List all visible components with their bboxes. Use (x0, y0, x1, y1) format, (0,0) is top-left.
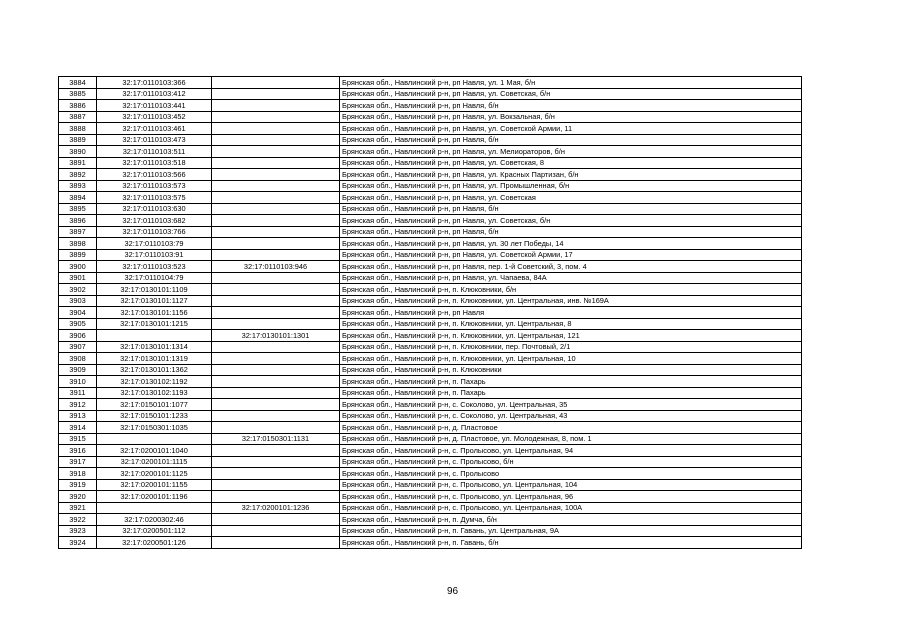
row-number-cell: 3918 (59, 468, 97, 480)
cadastral-number-cell: 32:17:0110103:575 (97, 192, 212, 204)
linked-cadastral-number-cell (212, 468, 340, 480)
linked-cadastral-number-cell (212, 514, 340, 526)
table-row (59, 77, 802, 89)
cadastral-number-cell: 32:17:0110103:452 (97, 111, 212, 123)
address-cell: Брянская обл., Навлинский р-н, с. Пролысово, ул. Центральная, 104 (340, 479, 802, 491)
table-row (59, 502, 802, 514)
table-row (59, 410, 802, 422)
linked-cadastral-number-cell (212, 295, 340, 307)
cadastral-number-cell: 32:17:0130102:1193 (97, 387, 212, 399)
linked-cadastral-number-cell (212, 284, 340, 296)
table-row (59, 261, 802, 273)
row-number-cell: 3905 (59, 318, 97, 330)
table-row (59, 456, 802, 468)
cadastral-number-cell: 32:17:0110103:682 (97, 215, 212, 227)
address-cell: Брянская обл., Навлинский р-н, рп Навля, ул. Советской Армии, 17 (340, 249, 802, 261)
cadastral-number-cell: 32:17:0200101:1115 (97, 456, 212, 468)
cadastral-number-cell: 32:17:0150301:1035 (97, 422, 212, 434)
linked-cadastral-number-cell (212, 203, 340, 215)
row-number-cell: 3916 (59, 445, 97, 457)
cadastral-number-cell: 32:17:0110103:366 (97, 77, 212, 89)
linked-cadastral-number-cell (212, 318, 340, 330)
row-number-cell: 3912 (59, 399, 97, 411)
table-row (59, 134, 802, 146)
linked-cadastral-number-cell: 32:17:0110103:946 (212, 261, 340, 273)
row-number-cell: 3895 (59, 203, 97, 215)
cadastral-number-cell: 32:17:0130101:1109 (97, 284, 212, 296)
address-cell: Брянская обл., Навлинский р-н, рп Навля, б/н (340, 203, 802, 215)
linked-cadastral-number-cell (212, 341, 340, 353)
linked-cadastral-number-cell (212, 537, 340, 549)
cadastral-number-cell: 32:17:0150101:1233 (97, 410, 212, 422)
row-number-cell: 3906 (59, 330, 97, 342)
table-row (59, 88, 802, 100)
address-cell: Брянская обл., Навлинский р-н, рп Навля, ул. 30 лет Победы, 14 (340, 238, 802, 250)
table-row (59, 295, 802, 307)
address-cell: Брянская обл., Навлинский р-н, п. Гавань, б/н (340, 537, 802, 549)
table-row (59, 399, 802, 411)
table-row (59, 272, 802, 284)
address-cell: Брянская обл., Навлинский р-н, п. Пахарь (340, 387, 802, 399)
row-number-cell: 3894 (59, 192, 97, 204)
cadastral-number-cell: 32:17:0110103:630 (97, 203, 212, 215)
table-row (59, 192, 802, 204)
cadastral-number-cell: 32:17:0200101:1155 (97, 479, 212, 491)
table-row (59, 387, 802, 399)
table-row (59, 111, 802, 123)
cadastral-number-cell: 32:17:0110103:518 (97, 157, 212, 169)
row-number-cell: 3886 (59, 100, 97, 112)
cadastral-number-cell: 32:17:0150101:1077 (97, 399, 212, 411)
address-cell: Брянская обл., Навлинский р-н, рп Навля, ул. Чапаева, 84А (340, 272, 802, 284)
address-cell: Брянская обл., Навлинский р-н, п. Думча, б/н (340, 514, 802, 526)
address-cell: Брянская обл., Навлинский р-н, п. Клюковники, ул. Центральная, 121 (340, 330, 802, 342)
cadastral-number-cell: 32:17:0110103:441 (97, 100, 212, 112)
linked-cadastral-number-cell (212, 238, 340, 250)
page-number: 96 (446, 586, 459, 597)
table-row (59, 525, 802, 537)
row-number-cell: 3911 (59, 387, 97, 399)
table-row (59, 215, 802, 227)
table-row (59, 180, 802, 192)
cadastral-number-cell: 32:17:0110103:523 (97, 261, 212, 273)
linked-cadastral-number-cell (212, 157, 340, 169)
row-number-cell: 3891 (59, 157, 97, 169)
table-row (59, 537, 802, 549)
table-row (59, 157, 802, 169)
linked-cadastral-number-cell (212, 456, 340, 468)
address-cell: Брянская обл., Навлинский р-н, с. Пролысово, б/н (340, 456, 802, 468)
linked-cadastral-number-cell (212, 479, 340, 491)
table-row (59, 433, 802, 445)
row-number-cell: 3914 (59, 422, 97, 434)
row-number-cell: 3888 (59, 123, 97, 135)
cadastral-number-cell: 32:17:0110103:461 (97, 123, 212, 135)
linked-cadastral-number-cell (212, 192, 340, 204)
linked-cadastral-number-cell (212, 215, 340, 227)
address-cell: Брянская обл., Навлинский р-н, рп Навля, ул. Советская (340, 192, 802, 204)
linked-cadastral-number-cell (212, 399, 340, 411)
address-cell: Брянская обл., Навлинский р-н, п. Пахарь (340, 376, 802, 388)
row-number-cell: 3923 (59, 525, 97, 537)
linked-cadastral-number-cell (212, 422, 340, 434)
table-row (59, 330, 802, 342)
row-number-cell: 3885 (59, 88, 97, 100)
row-number-cell: 3889 (59, 134, 97, 146)
row-number-cell: 3897 (59, 226, 97, 238)
row-number-cell: 3919 (59, 479, 97, 491)
table-row (59, 479, 802, 491)
row-number-cell: 3907 (59, 341, 97, 353)
row-number-cell: 3903 (59, 295, 97, 307)
linked-cadastral-number-cell (212, 307, 340, 319)
cadastral-number-cell: 32:17:0110103:412 (97, 88, 212, 100)
address-cell: Брянская обл., Навлинский р-н, с. Пролысово, ул. Центральная, 96 (340, 491, 802, 503)
table-row (59, 353, 802, 365)
row-number-cell: 3901 (59, 272, 97, 284)
row-number-cell: 3896 (59, 215, 97, 227)
cadastral-number-cell: 32:17:0130102:1192 (97, 376, 212, 388)
table-row (59, 203, 802, 215)
address-cell: Брянская обл., Навлинский р-н, рп Навля, ул. Советской Армии, 11 (340, 123, 802, 135)
address-cell: Брянская обл., Навлинский р-н, с. Соколово, ул. Центральная, 43 (340, 410, 802, 422)
row-number-cell: 3913 (59, 410, 97, 422)
row-number-cell: 3898 (59, 238, 97, 250)
address-cell: Брянская обл., Навлинский р-н, рп Навля, ул. Промышленная, б/н (340, 180, 802, 192)
table-row (59, 249, 802, 261)
row-number-cell: 3909 (59, 364, 97, 376)
row-number-cell: 3904 (59, 307, 97, 319)
table-row (59, 226, 802, 238)
address-cell: Брянская обл., Навлинский р-н, д. Пластовое, ул. Молодежная, 8, пом. 1 (340, 433, 802, 445)
cadastral-number-cell: 32:17:0130101:1127 (97, 295, 212, 307)
row-number-cell: 3899 (59, 249, 97, 261)
row-number-cell: 3884 (59, 77, 97, 89)
row-number-cell: 3921 (59, 502, 97, 514)
registry-table-body (59, 77, 802, 549)
row-number-cell: 3910 (59, 376, 97, 388)
cadastral-number-cell: 32:17:0110103:79 (97, 238, 212, 250)
linked-cadastral-number-cell (212, 123, 340, 135)
address-cell: Брянская обл., Навлинский р-н, с. Пролысово, ул. Центральная, 100А (340, 502, 802, 514)
row-number-cell: 3892 (59, 169, 97, 181)
table-row (59, 100, 802, 112)
linked-cadastral-number-cell (212, 376, 340, 388)
linked-cadastral-number-cell (212, 353, 340, 365)
row-number-cell: 3887 (59, 111, 97, 123)
cadastral-number-cell: 32:17:0110103:766 (97, 226, 212, 238)
address-cell: Брянская обл., Навлинский р-н, п. Клюковники, ул. Центральная, 8 (340, 318, 802, 330)
address-cell: Брянская обл., Навлинский р-н, п. Гавань, ул. Центральная, 9А (340, 525, 802, 537)
address-cell: Брянская обл., Навлинский р-н, п. Клюковники, ул. Центральная, инв. №169А (340, 295, 802, 307)
table-row (59, 318, 802, 330)
table-row (59, 123, 802, 135)
linked-cadastral-number-cell (212, 410, 340, 422)
linked-cadastral-number-cell (212, 169, 340, 181)
linked-cadastral-number-cell (212, 226, 340, 238)
table-row (59, 514, 802, 526)
cadastral-number-cell: 32:17:0110104:79 (97, 272, 212, 284)
address-cell: Брянская обл., Навлинский р-н, рп Навля, ул. Красных Партизан, б/н (340, 169, 802, 181)
row-number-cell: 3893 (59, 180, 97, 192)
table-row (59, 169, 802, 181)
cadastral-number-cell: 32:17:0110103:566 (97, 169, 212, 181)
table-row (59, 238, 802, 250)
cadastral-number-cell: 32:17:0200501:126 (97, 537, 212, 549)
table-row (59, 491, 802, 503)
linked-cadastral-number-cell (212, 445, 340, 457)
linked-cadastral-number-cell (212, 249, 340, 261)
address-cell: Брянская обл., Навлинский р-н, рп Навля, ул. Советская, 8 (340, 157, 802, 169)
row-number-cell: 3915 (59, 433, 97, 445)
cadastral-number-cell: 32:17:0110103:473 (97, 134, 212, 146)
cadastral-number-cell (97, 502, 212, 514)
table-row (59, 284, 802, 296)
cadastral-number-cell (97, 433, 212, 445)
address-cell: Брянская обл., Навлинский р-н, рп Навля, ул. 1 Мая, б/н (340, 77, 802, 89)
address-cell: Брянская обл., Навлинский р-н, рп Навля, ул. Мелиораторов, б/н (340, 146, 802, 158)
linked-cadastral-number-cell: 32:17:0130101:1301 (212, 330, 340, 342)
address-cell: Брянская обл., Навлинский р-н, с. Соколово, ул. Центральная, 35 (340, 399, 802, 411)
cadastral-number-cell (97, 330, 212, 342)
row-number-cell: 3917 (59, 456, 97, 468)
cadastral-number-cell: 32:17:0110103:91 (97, 249, 212, 261)
linked-cadastral-number-cell (212, 364, 340, 376)
address-cell: Брянская обл., Навлинский р-н, с. Пролысово, ул. Центральная, 94 (340, 445, 802, 457)
linked-cadastral-number-cell (212, 272, 340, 284)
row-number-cell: 3924 (59, 537, 97, 549)
cadastral-number-cell: 32:17:0130101:1215 (97, 318, 212, 330)
cadastral-number-cell: 32:17:0130101:1319 (97, 353, 212, 365)
row-number-cell: 3902 (59, 284, 97, 296)
cadastral-number-cell: 32:17:0110103:511 (97, 146, 212, 158)
address-cell: Брянская обл., Навлинский р-н, п. Клюковники, б/н (340, 284, 802, 296)
address-cell: Брянская обл., Навлинский р-н, с. Пролысово (340, 468, 802, 480)
linked-cadastral-number-cell (212, 146, 340, 158)
cadastral-number-cell: 32:17:0200302:46 (97, 514, 212, 526)
address-cell: Брянская обл., Навлинский р-н, рп Навля, ул. Советская, б/н (340, 88, 802, 100)
table-row (59, 376, 802, 388)
table-row (59, 422, 802, 434)
cadastral-number-cell: 32:17:0200101:1196 (97, 491, 212, 503)
address-cell: Брянская обл., Навлинский р-н, п. Клюковники, ул. Центральная, 10 (340, 353, 802, 365)
linked-cadastral-number-cell: 32:17:0200101:1236 (212, 502, 340, 514)
table-row (59, 146, 802, 158)
cadastral-number-cell: 32:17:0110103:573 (97, 180, 212, 192)
address-cell: Брянская обл., Навлинский р-н, рп Навля, б/н (340, 226, 802, 238)
linked-cadastral-number-cell (212, 387, 340, 399)
address-cell: Брянская обл., Навлинский р-н, д. Пластовое (340, 422, 802, 434)
address-cell: Брянская обл., Навлинский р-н, рп Навля (340, 307, 802, 319)
table-row (59, 341, 802, 353)
linked-cadastral-number-cell (212, 525, 340, 537)
cadastral-number-cell: 32:17:0200101:1125 (97, 468, 212, 480)
linked-cadastral-number-cell (212, 100, 340, 112)
linked-cadastral-number-cell (212, 134, 340, 146)
table-row (59, 364, 802, 376)
linked-cadastral-number-cell (212, 88, 340, 100)
row-number-cell: 3920 (59, 491, 97, 503)
row-number-cell: 3900 (59, 261, 97, 273)
address-cell: Брянская обл., Навлинский р-н, рп Навля, пер. 1-й Советский, 3, пом. 4 (340, 261, 802, 273)
address-cell: Брянская обл., Навлинский р-н, п. Клюковники, пер. Почтовый, 2/1 (340, 341, 802, 353)
cadastral-number-cell: 32:17:0130101:1314 (97, 341, 212, 353)
row-number-cell: 3908 (59, 353, 97, 365)
cadastral-number-cell: 32:17:0130101:1362 (97, 364, 212, 376)
row-number-cell: 3890 (59, 146, 97, 158)
address-cell: Брянская обл., Навлинский р-н, рп Навля, ул. Вокзальная, б/н (340, 111, 802, 123)
linked-cadastral-number-cell (212, 111, 340, 123)
address-cell: Брянская обл., Навлинский р-н, п. Клюковники (340, 364, 802, 376)
address-cell: Брянская обл., Навлинский р-н, рп Навля, ул. Советская, б/н (340, 215, 802, 227)
table-row (59, 445, 802, 457)
table-row (59, 307, 802, 319)
cadastral-number-cell: 32:17:0200101:1040 (97, 445, 212, 457)
registry-table (58, 76, 802, 549)
address-cell: Брянская обл., Навлинский р-н, рп Навля, б/н (340, 100, 802, 112)
cadastral-number-cell: 32:17:0130101:1156 (97, 307, 212, 319)
cadastral-number-cell: 32:17:0200501:112 (97, 525, 212, 537)
linked-cadastral-number-cell (212, 77, 340, 89)
linked-cadastral-number-cell: 32:17:0150301:1131 (212, 433, 340, 445)
linked-cadastral-number-cell (212, 491, 340, 503)
linked-cadastral-number-cell (212, 180, 340, 192)
address-cell: Брянская обл., Навлинский р-н, рп Навля, б/н (340, 134, 802, 146)
row-number-cell: 3922 (59, 514, 97, 526)
table-row (59, 468, 802, 480)
